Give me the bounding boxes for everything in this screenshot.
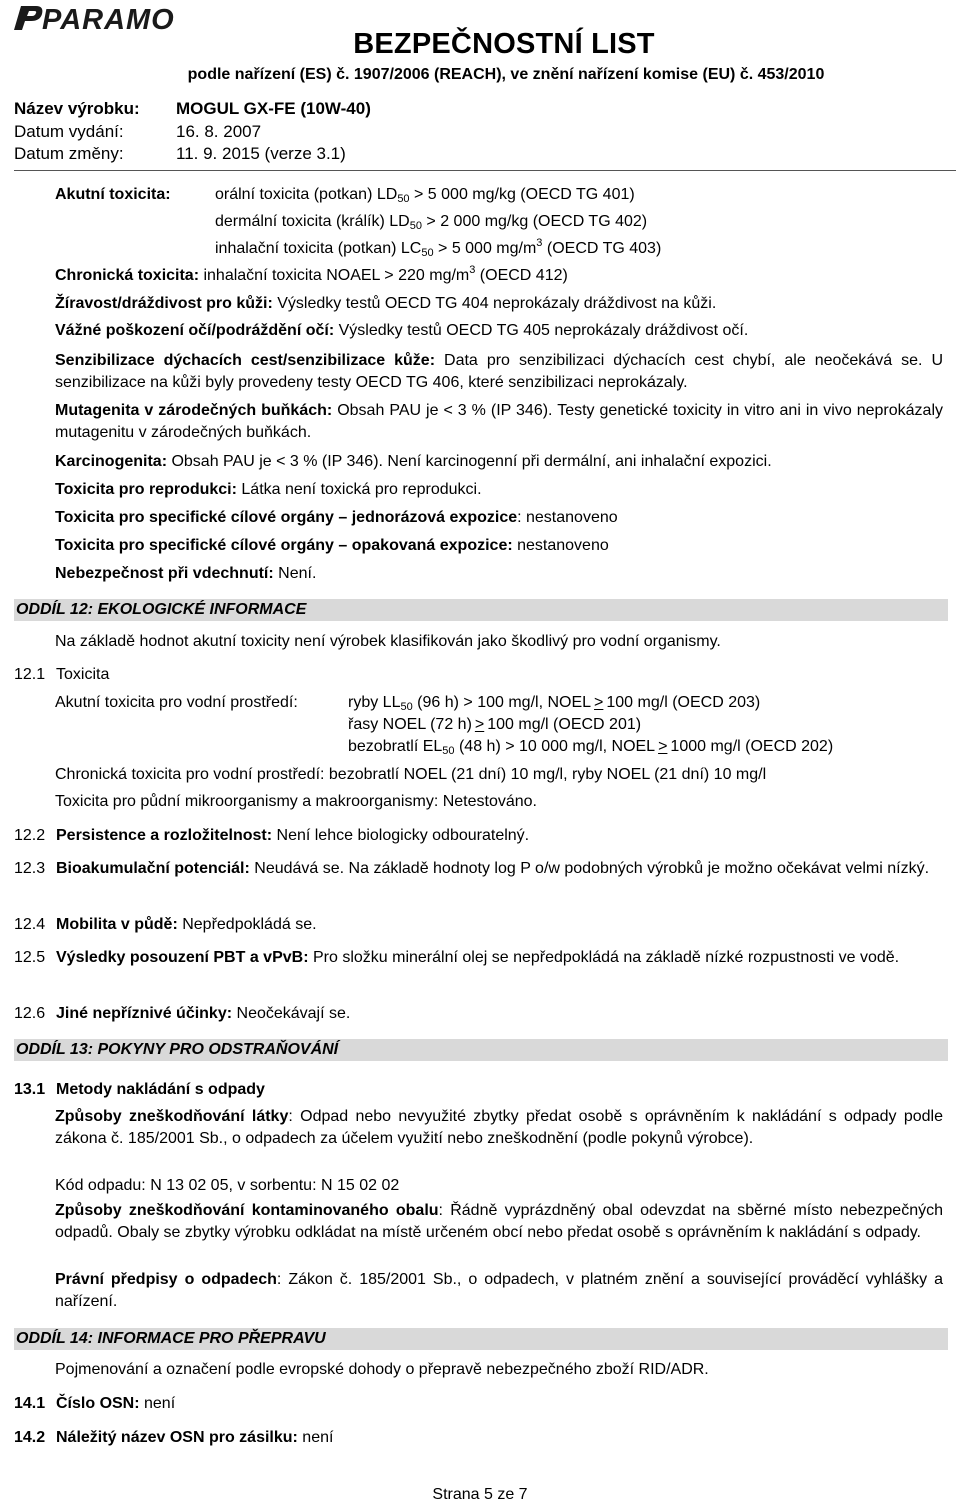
issue-date-value: 16. 8. 2007 — [176, 122, 262, 141]
s12-3-bioaccumulation — [14, 858, 960, 880]
aquatic-acute-label: Akutní toxicita pro vodní prostředí: — [55, 694, 298, 711]
s12-1-title: Toxicita — [56, 666, 110, 683]
product-name-label: Název výrobku: — [14, 99, 140, 118]
soil-toxicity: Toxicita pro půdní mikroorganismy a makroorganismy: Netestováno. — [55, 793, 537, 810]
aquatic-acute-invertebrates — [348, 736, 948, 758]
page-number: Strana 5 ze 7 — [432, 1486, 528, 1503]
s12-3-label: Bioakumulační potenciál: — [56, 860, 250, 877]
dermal-value: > 2 000 mg/kg (OECD TG 402) — [421, 213, 648, 230]
s13-1-heading — [14, 1079, 265, 1101]
s12-3-number: 12.3 — [14, 860, 46, 877]
s12-intro: Na základě hodnot akutní toxicity není výrobek klasifikován jako škodlivý pro vodní organismy. — [55, 633, 721, 650]
s14-1-number: 14.1 — [14, 1395, 46, 1412]
waste-code: Kód odpadu: N 13 02 05, v sorbentu: N 15 02 02 — [55, 1177, 400, 1194]
s12-3-text: Neudává se. Na základě hodnoty log P o/w podobných výrobků je možno očekávat velmi nízký. — [249, 860, 930, 877]
oral-value: > 5 000 mg/kg (OECD TG 401) — [409, 186, 635, 203]
s12-4-mobility — [14, 914, 317, 936]
chronic-sup: 3 — [469, 264, 476, 276]
carcinogenicity — [55, 451, 943, 473]
stot-single-type: jednorázová expozice — [351, 509, 518, 526]
s12-5-pbt — [14, 947, 960, 969]
mutagenicity — [55, 400, 943, 444]
s12-2-text: Není lehce biologicky odbouratelný. — [272, 827, 530, 844]
acute-toxicity-oral — [55, 184, 943, 206]
s12-2-persistence — [14, 825, 529, 847]
s12-5-number: 12.5 — [14, 949, 46, 966]
chronic-ref: (OECD 412) — [475, 267, 568, 284]
repro-text: Látka není toxická pro reprodukci. — [236, 481, 482, 498]
s12-4-label: Mobilita v půdě: — [56, 916, 178, 933]
substance-disposal-label: Způsoby zneškodňování látky — [55, 1108, 289, 1125]
chronic-label: Chronická toxicita: — [55, 267, 200, 284]
s14-2-label: Náležitý název OSN pro zásilku: — [56, 1429, 298, 1446]
document-title: BEZPEČNOSTNÍ LIST — [353, 28, 655, 60]
invert-value: (48 h) > 10 000 mg/l, NOEL — [454, 738, 656, 755]
repro-label: Toxicita pro reprodukci: — [55, 481, 237, 498]
sens-label: Senzibilizace dýchacích cest/senzibilizace kůže: — [55, 352, 436, 369]
eye-text: Výsledky testů OECD TG 405 neprokázaly dráždivost očí. — [334, 322, 749, 339]
fish-ge: > — [594, 694, 604, 711]
carc-label: Karcinogenita: — [55, 453, 168, 470]
acute-toxicity-inhalation — [215, 238, 935, 260]
chronic-text: inhalační toxicita NOAEL > 220 mg/m — [199, 267, 470, 284]
algae-ge: > — [474, 716, 485, 733]
reproductive-toxicity — [55, 479, 943, 501]
dermal-sub: 50 — [409, 220, 422, 232]
acute-toxicity-label: Akutní toxicita: — [55, 186, 171, 203]
stot-single-text: : nestanoveno — [517, 509, 618, 526]
s12-1-number: 12.1 — [14, 666, 46, 683]
s12-6-label: Jiné nepříznivé účinky: — [56, 1005, 233, 1022]
issue-date-label: Datum vydání: — [14, 122, 124, 141]
section-13-heading: ODDÍL 13: POKYNY PRO ODSTRAŇOVÁNÍ — [14, 1039, 948, 1061]
invert-noel: 1000 mg/l (OECD 202) — [670, 738, 834, 755]
s13-1-number: 13.1 — [14, 1081, 46, 1098]
s14-1-un-number — [14, 1393, 175, 1415]
s14-2-number: 14.2 — [14, 1429, 46, 1446]
issue-date-row — [14, 121, 261, 143]
oral-sub: 50 — [397, 193, 410, 205]
fish-text: ryby LL — [348, 694, 401, 711]
document-subtitle: podle nařízení (ES) č. 1907/2006 (REACH), ve znění nařízení komise (EU) č. 453/2010 — [187, 66, 825, 83]
stot-rep-label: Toxicita pro specifické cílové orgány — [55, 537, 334, 554]
fish-value: (96 h) > 100 mg/l, NOEL — [412, 694, 592, 711]
s12-4-number: 12.4 — [14, 916, 46, 933]
s12-1-heading — [14, 664, 109, 686]
sens-text: Data pro senzibilizaci dýchacích cest chybí, ale neočekává se. U senzibilizace na kůži byly provedeny testy OECD TG 406, které senzibilizaci neprokázaly. — [55, 352, 944, 391]
muta-label: Mutagenita v zárodečných buňkách: — [55, 402, 333, 419]
aquatic-chronic: Chronická toxicita pro vodní prostředí: bezobratlí NOEL (21 dní) 10 mg/l, ryby NOEL (21 dní) 10 mg/l — [55, 766, 767, 783]
inhal-value: > 5 000 mg/m — [433, 240, 537, 257]
stot-repeated — [55, 535, 943, 557]
logo-text: PARAMO — [42, 4, 175, 32]
s12-2-number: 12.2 — [14, 827, 46, 844]
stot-single-dash: – — [333, 509, 352, 526]
aspiration-hazard — [55, 563, 943, 585]
change-date-value: 11. 9. 2015 (verze 3.1) — [176, 144, 346, 163]
fish-noel: 100 mg/l (OECD 203) — [606, 694, 761, 711]
packaging-disposal-label: Způsoby zneškodňování kontaminovaného obalu — [55, 1202, 439, 1219]
dermal-text: dermální toxicita (králík) LD — [215, 213, 410, 230]
s12-6-text: Neočekávají se. — [232, 1005, 351, 1022]
inhal-sub: 50 — [421, 247, 434, 259]
s12-4-text: Nepředpokládá se. — [177, 916, 317, 933]
s14-2-shipping-name — [14, 1427, 333, 1449]
inhal-sup: 3 — [536, 237, 543, 249]
inhal-text: inhalační toxicita (potkan) LC — [215, 240, 422, 257]
s14-1-label: Číslo OSN: — [56, 1395, 140, 1412]
s12-6-other-effects — [14, 1003, 350, 1025]
algae-text: řasy NOEL (72 h) — [348, 716, 472, 733]
substance-disposal — [55, 1106, 943, 1150]
change-date-label: Datum změny: — [14, 144, 124, 163]
eye-label: Vážné poškození očí/podráždění očí: — [55, 322, 335, 339]
stot-rep-text: nestanoveno — [512, 537, 609, 554]
oral-text: orální toxicita (potkan) LD — [215, 186, 398, 203]
chronic-toxicity — [55, 265, 943, 287]
change-date-row — [14, 143, 346, 165]
substance-disposal-text: : Odpad nebo nevyužité zbytky předat osobě s oprávněním k nakládání s odpady podle zákona č. 185/2001 Sb., o odpadech za účelem využití nebo zneškodnění (podle pokynů výrobce). — [55, 1108, 943, 1147]
sensitisation — [55, 350, 943, 394]
product-name-row — [14, 98, 371, 120]
invert-ge: > — [658, 738, 668, 755]
s12-6-number: 12.6 — [14, 1005, 46, 1022]
stot-single — [55, 507, 943, 529]
skin-corrosion — [55, 293, 943, 315]
section-12-heading: ODDÍL 12: EKOLOGICKÉ INFORMACE — [14, 599, 948, 621]
aquatic-acute-fish — [55, 692, 943, 714]
aquatic-acute-algae — [348, 714, 948, 736]
carc-text: Obsah PAU je < 3 % (IP 346). Není karcinogenní při dermální, ani inhalační expozici. — [167, 453, 772, 470]
s12-5-label: Výsledky posouzení PBT a vPvB: — [56, 949, 309, 966]
packaging-disposal — [55, 1200, 943, 1244]
stot-rep-type: opakovaná expozice: — [351, 537, 513, 554]
acute-toxicity-dermal — [215, 211, 935, 233]
inhal-ref: (OECD TG 403) — [542, 240, 662, 257]
product-name-value: MOGUL GX-FE (10W-40) — [176, 99, 371, 118]
waste-legislation-label: Právní předpisy o odpadech — [55, 1271, 277, 1288]
s12-5-text: Pro složku minerální olej se nepředpokládá na základě nízké rozpustnosti ve vodě. — [308, 949, 900, 966]
s14-1-text: není — [139, 1395, 176, 1412]
skin-text: Výsledky testů OECD TG 404 neprokázaly dráždivost na kůži. — [272, 295, 717, 312]
asp-text: Není. — [273, 565, 317, 582]
header-divider — [14, 170, 956, 171]
s14-2-text: není — [297, 1429, 334, 1446]
eye-damage — [55, 320, 943, 342]
s14-intro: Pojmenování a označení podle evropské dohody o přepravě nebezpečného zboží RID/ADR. — [55, 1361, 709, 1378]
invert-sub: 50 — [442, 745, 455, 757]
packaging-disposal-text: : Řádně vyprázdněný obal odevzdat na sběrné místo nebezpečných odpadů. Obaly se zbytky výrobku odkládat na místě určeném obcí nebo předat osobě s oprávněním k nakládání s odpady. — [55, 1202, 943, 1241]
s12-2-label: Persistence a rozložitelnost: — [56, 827, 273, 844]
waste-legislation — [55, 1269, 943, 1313]
s13-1-title: Metody nakládání s odpady — [56, 1081, 265, 1098]
fish-sub: 50 — [400, 701, 413, 713]
section-14-heading: ODDÍL 14: INFORMACE PRO PŘEPRAVU — [14, 1328, 948, 1350]
asp-label: Nebezpečnost při vdechnutí: — [55, 565, 274, 582]
algae-value: 100 mg/l (OECD 201) — [487, 716, 642, 733]
skin-label: Žíravost/dráždivost pro kůži: — [55, 295, 273, 312]
stot-rep-dash: – — [333, 537, 352, 554]
invert-text: bezobratlí EL — [348, 738, 443, 755]
waste-legislation-text: : Zákon č. 185/2001 Sb., o odpadech, v platném znění a související prováděcí vyhlášky a nařízení. — [55, 1271, 943, 1310]
stot-single-label: Toxicita pro specifické cílové orgány — [55, 509, 334, 526]
muta-text: Obsah PAU je < 3 % (IP 346). Testy genetické toxicity in vitro ani in vivo neprokázaly mutagenitu v zárodečných buňkách. — [55, 402, 944, 441]
